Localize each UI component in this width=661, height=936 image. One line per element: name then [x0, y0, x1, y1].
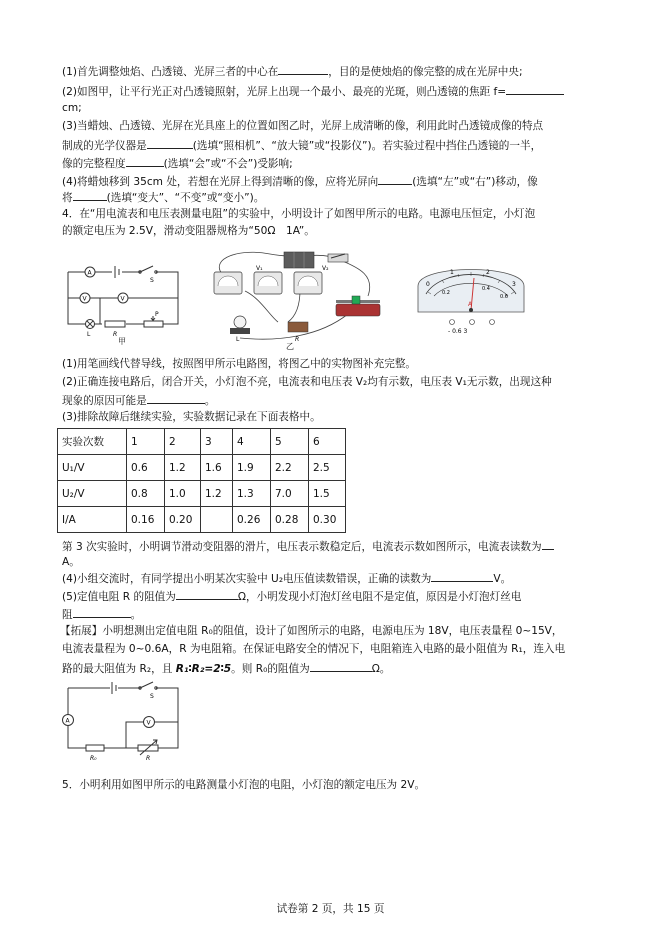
table-cell: 0.28	[271, 507, 309, 533]
dial-unit-label: A	[468, 301, 473, 308]
table-row	[58, 507, 346, 533]
ammeter-label: A	[65, 717, 70, 725]
answer-blank[interactable]	[126, 155, 164, 167]
table-cell: 2	[165, 429, 201, 455]
dial-tick-label: 0.2	[442, 290, 450, 296]
q4-line-2: 的额定电压为 2.5V，滑动变阻器规格为“50Ω 1A”。	[62, 225, 315, 237]
ammeter-dial-figure	[412, 256, 530, 334]
q4-part-3: (3)排除故障后继续实验，实验数据记录在下面表格中。	[62, 411, 321, 423]
experiment-data-table	[57, 428, 346, 533]
q4-part-2: (2)正确连接电路后，闭合开关，小灯泡不亮，电流表和电压表 V₂均有示数，电压表 V₁无示数，出现这种	[62, 376, 552, 388]
table-cell: 0.30	[309, 507, 346, 533]
answer-blank[interactable]	[147, 392, 205, 404]
switch-label: S	[150, 693, 154, 700]
table-cell: 1.3	[233, 481, 271, 507]
answer-blank[interactable]	[310, 660, 372, 672]
table-cell: 0.6	[127, 455, 165, 481]
voltmeter-label: V	[82, 295, 87, 303]
extension-line-2: 电流表量程为 0~0.6A，R 为电阻箱。在保证电路安全的情况下，电阻箱连入电路的最小阻值为 R₁，连入电	[62, 643, 566, 655]
v2-label: V₂	[322, 265, 329, 272]
table-cell: 1.5	[309, 481, 346, 507]
answer-blank[interactable]	[176, 588, 238, 600]
table-row	[58, 429, 346, 455]
table-cell: 2.5	[309, 455, 346, 481]
ratio-formula: R₁∶R₂=2∶5	[175, 663, 232, 675]
answer-blank[interactable]	[73, 189, 107, 201]
dial-tick-label: 3	[512, 281, 516, 288]
table-cell: 0.16	[127, 507, 165, 533]
slider-label: P	[155, 311, 159, 318]
extension-line-1: 【拓展】小明想测出定值电阻 R₀的阻值，设计了如图所示的电路，电源电压为 18V，电压表量程 0~15V，	[60, 625, 563, 637]
ammeter-label: A	[87, 269, 92, 277]
table-cell: 3	[201, 429, 233, 455]
table-cell: 6	[309, 429, 346, 455]
dial-tick-label: 0.4	[482, 286, 490, 292]
q3-line-2-cont: cm;	[62, 102, 82, 114]
q4-line-1: 4．在“用电流表和电压表测量电阻”的实验中，小明设计了如图甲所示的电路。电源电压恒定，小灯泡	[62, 208, 536, 220]
answer-blank[interactable]	[73, 606, 131, 618]
table-cell: 1.0	[165, 481, 201, 507]
table-cell: 1	[127, 429, 165, 455]
table-row	[58, 455, 346, 481]
resistance-box-label: R	[146, 755, 151, 762]
q4-part-1: (1)用笔画线代替导线，按照图甲所示电路图，将图乙中的实物图补充完整。	[62, 358, 417, 370]
fixed-resistor-label: R₀	[90, 755, 97, 762]
table-cell: 1.6	[201, 455, 233, 481]
table-cell: 1.2	[165, 455, 201, 481]
page-footer: 试卷第 2 页，共 15 页	[276, 903, 385, 915]
q4-part-3-note: 第 3 次实验时，小明调节滑动变阻器的滑片，电压表示数稳定后，电流表示数如图所示，电流表读数为	[62, 538, 554, 554]
q3-line-5: 像的完整程度 (选填“会”或“不会”)受影响;	[62, 155, 293, 171]
table-cell: U₂/V	[58, 481, 127, 507]
table-cell: 2.2	[271, 455, 309, 481]
q4-part-3-note-cont: A。	[62, 556, 80, 568]
q3-line-1: (1)首先调整烛焰、凸透镜、光屏三者的中心在 ，目的是使烛焰的像完整的成在光屏中央;	[62, 63, 523, 79]
voltmeter-label: V	[120, 295, 125, 303]
q3-line-3: (3)当蜡烛、凸透镜、光屏在光具座上的位置如图乙时，光屏上成清晰的像，利用此时凸透镜成像的特点	[62, 120, 544, 132]
table-cell	[201, 507, 233, 533]
circuit-diagram-jia	[60, 258, 185, 338]
q3-line-7: 将 (选填“变大”、“不变”或“变小”)。	[62, 189, 264, 205]
resistor-label: R	[113, 331, 118, 338]
v1-label: V₁	[256, 265, 263, 272]
figure-label-yi: 乙	[286, 342, 294, 351]
dial-tick-label: 0.6	[500, 294, 508, 300]
dial-tick-label: 0	[426, 281, 430, 288]
switch-label: S	[150, 277, 154, 284]
apparatus-figure-yi	[200, 246, 388, 342]
q4-part-2-cont: 现象的原因可能是 。	[62, 392, 215, 408]
voltmeter-label: V	[146, 719, 151, 727]
dial-terminals-label: - 0.6 3	[448, 328, 468, 334]
answer-blank[interactable]	[542, 538, 554, 550]
q3-line-4: 制成的光学仪器是 (选填“照相机”、“放大镜”或“投影仪”)。若实验过程中挡住凸透镜的一半，	[62, 137, 541, 153]
answer-blank[interactable]	[431, 570, 493, 582]
resistor-label: R	[295, 336, 300, 342]
table-cell: 1.2	[201, 481, 233, 507]
q5-line-1: 5．小明利用如图甲所示的电路测量小灯泡的电阻，小灯泡的额定电压为 2V。	[62, 779, 426, 791]
dial-tick-label: 1	[450, 269, 454, 276]
table-row	[58, 481, 346, 507]
q4-part-5: (5)定值电阻 R 的阻值为 Ω，小明发现小灯泡灯丝电阻不是定值，原因是小灯泡灯丝电	[62, 588, 521, 604]
table-cell: 4	[233, 429, 271, 455]
table-cell: 7.0	[271, 481, 309, 507]
lamp-label: L	[87, 331, 91, 338]
dial-tick-label: 2	[486, 269, 490, 276]
table-cell: U₁/V	[58, 455, 127, 481]
table-cell: 5	[271, 429, 309, 455]
answer-blank[interactable]	[278, 63, 328, 75]
table-cell: 1.9	[233, 455, 271, 481]
answer-blank[interactable]	[147, 137, 193, 149]
table-cell: 0.20	[165, 507, 201, 533]
extension-line-3: 路的最大阻值为 R₂，且 R₁∶R₂=2∶5。则 R₀的阻值为 Ω。	[62, 660, 390, 676]
lamp-label: L	[236, 336, 240, 342]
q4-part-5-cont: 阻 。	[62, 606, 141, 622]
extension-circuit-diagram	[60, 678, 184, 764]
table-cell: 0.26	[233, 507, 271, 533]
q4-part-4: (4)小组交流时，有同学提出小明某次实验中 U₂电压值读数错误，正确的读数为 V。	[62, 570, 511, 586]
table-cell: 实验次数	[58, 429, 127, 455]
table-cell: 0.8	[127, 481, 165, 507]
answer-blank[interactable]	[506, 83, 564, 95]
q3-line-2: (2)如图甲，让平行光正对凸透镜照射，光屏上出现一个最小、最亮的光斑，则凸透镜的焦距 f=	[62, 83, 564, 99]
figure-label-jia: 甲	[118, 337, 126, 346]
table-cell: I/A	[58, 507, 127, 533]
answer-blank[interactable]	[378, 173, 412, 185]
q3-line-6: (4)将蜡烛移到 35cm 处，若想在光屏上得到清晰的像，应将光屏向 (选填“左”或“右”)移动，像	[62, 173, 538, 189]
